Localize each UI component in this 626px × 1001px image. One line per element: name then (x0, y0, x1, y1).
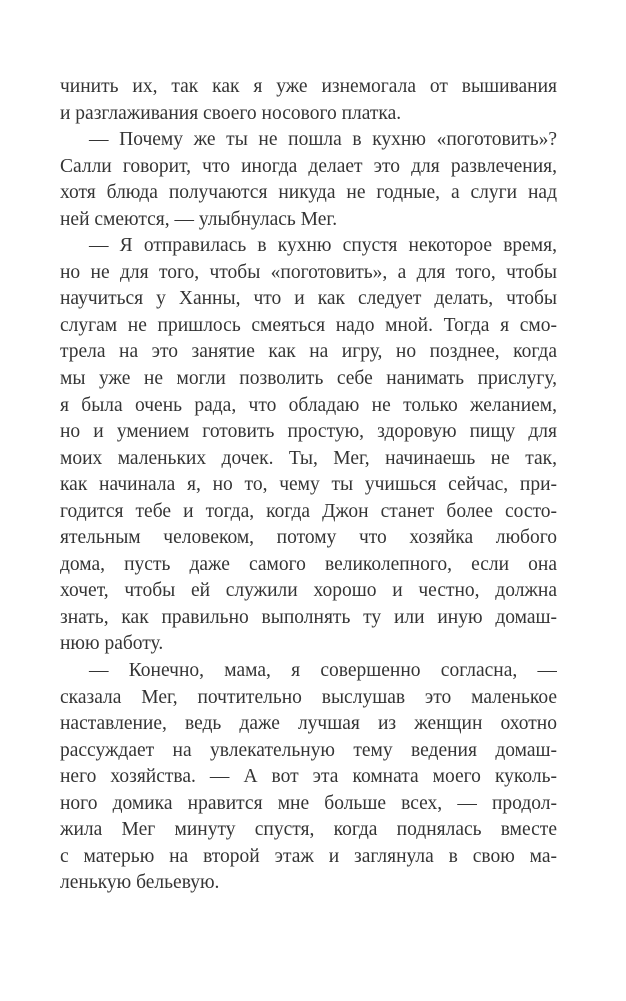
text-line: хотя блюда получаются никуда не годные, а слуги над (60, 182, 557, 204)
text-line: наставление, ведь даже лучшая из женщин охотно (60, 713, 557, 735)
text-line: но и умением готовить простую, здоровую пищу для (60, 421, 557, 443)
paragraph (60, 74, 557, 127)
text-line: жила Мег минуту спустя, когда поднялась вместе (60, 819, 557, 841)
text-line: него хозяйства. — А вот эта комната моего куколь- (60, 766, 557, 788)
text-line: трела на это занятие как на игру, но позднее, когда (60, 341, 557, 363)
text-line: знать, как правильно выполнять ту или иную домаш- (60, 606, 557, 628)
text-line: — Конечно, мама, я совершенно согласна, — (89, 660, 557, 682)
text-line: научиться у Ханны, что и как следует делать, чтобы (60, 288, 557, 310)
text-line: слугам не пришлось смеяться надо мной. Тогда я смо- (60, 314, 557, 336)
text-line: рассуждает на увлекательную тему ведения домаш- (60, 739, 557, 761)
text-line: — Я отправилась в кухню спустя некоторое время, (89, 235, 557, 257)
paragraph (60, 127, 557, 233)
text-line: моих маленьких дочек. Ты, Мег, начинаешь не так, (60, 447, 557, 469)
text-line: Салли говорит, что иногда делает это для развлечения, (60, 155, 557, 177)
text-line: ятельным человеком, потому что хозяйка любого (60, 527, 557, 549)
text-line: годится тебе и тогда, когда Джон станет более состо- (60, 500, 557, 522)
text-line: нюю работу. (60, 633, 164, 655)
text-line: ного домика нравится мне больше всех, — продол- (60, 792, 557, 814)
text-line: но не для того, чтобы «поготовить», а для того, чтобы (60, 261, 557, 283)
text-line: и разглаживания своего носового платка. (60, 102, 402, 124)
text-line: — Почему же ты не пошла в кухню «поготовить»? (89, 129, 557, 151)
text-line: как начинала я, но то, чему ты учишься сейчас, при- (60, 474, 557, 496)
paragraph (60, 658, 557, 897)
text-line: сказала Мег, почтительно выслушав это маленькое (60, 686, 557, 708)
text-line: ленькую бельевую. (60, 872, 220, 894)
paragraph (60, 233, 557, 658)
text-line: мы уже не могли позволить себе нанимать прислугу, (60, 368, 557, 390)
text-line: ней смеются, — улыбнулась Мег. (60, 208, 338, 230)
text-line: чинить их, так как я уже изнемогала от вышивания (60, 76, 557, 97)
text-line: хочет, чтобы ей служили хорошо и честно, должна (60, 580, 557, 602)
text-line: дома, пусть даже самого великолепного, если она (60, 553, 557, 575)
text-line: с матерью на второй этаж и заглянула в свою ма- (60, 845, 557, 867)
text-line: я была очень рада, что обладаю не только желанием, (60, 394, 557, 416)
